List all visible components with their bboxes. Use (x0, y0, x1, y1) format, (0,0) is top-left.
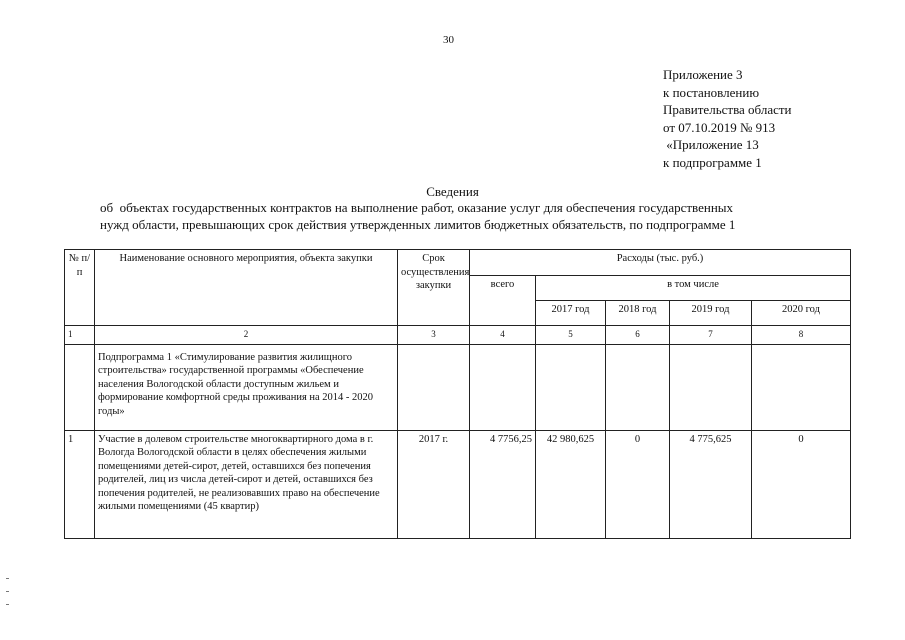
header-2019: 2019 год (670, 301, 752, 326)
cell-term: 2017 г. (398, 430, 470, 538)
appendix-line: «Приложение 13 (663, 137, 759, 152)
cell-2018 (606, 344, 670, 430)
appendix-line: от 07.10.2019 № 913 (663, 119, 776, 135)
cell-num: 1 (65, 430, 95, 538)
subtitle-line-2: нужд области, превышающих срок действия утвержденных лимитов бюджетных обязательств, по подпрограмме 1 (100, 216, 736, 232)
document-title: Сведения (426, 184, 479, 199)
cell-2020 (752, 344, 851, 430)
cell-total: 4 7756,25 (470, 430, 536, 538)
column-number: 6 (606, 326, 670, 345)
contracts-table (64, 249, 851, 539)
header-name: Наименование основного мероприятия, объекта закупки (95, 250, 398, 326)
header-2017: 2017 год (536, 301, 606, 326)
cell-name: Участие в долевом строительстве многоквартирного дома в г. Вологда Вологодской области в целях обеспечения жилыми помещениями детей-сирот, детей, оставшихся без попечения родителей, лиц из числа детей-сирот и детей, оставшихся без попечения родителей, не реализовавших право на обеспечение жилыми помещениями (45 квартир) (95, 430, 398, 538)
scan-mark (6, 591, 9, 592)
column-number: 4 (470, 326, 536, 345)
cell-2018: 0 (606, 430, 670, 538)
cell-name: Подпрограмма 1 «Стимулирование развития жилищного строительства» государственной программы «Обеспечение населения Вологодской области доступным жильем и формирование комфортной среды проживания на 2014 - 2020 годы» (95, 344, 398, 430)
column-number: 3 (398, 326, 470, 345)
column-number: 5 (536, 326, 606, 345)
column-number: 8 (752, 326, 851, 345)
subtitle-line-1: об объектах государственных контрактов на выполнение работ, оказание услуг для обеспечения государственных (100, 200, 734, 215)
header-num: № п/п (65, 250, 95, 326)
cell-term (398, 344, 470, 430)
column-number: 2 (95, 326, 398, 345)
table-row (65, 344, 851, 430)
cell-total (470, 344, 536, 430)
appendix-line: к подпрограмме 1 (663, 154, 762, 170)
page-number: 30 (443, 34, 454, 46)
cell-2020: 0 (752, 430, 851, 538)
cell-2017 (536, 344, 606, 430)
header-total: всего (470, 276, 536, 326)
scan-mark (6, 604, 9, 605)
cell-2019 (670, 344, 752, 430)
cell-num (65, 344, 95, 430)
scan-mark (6, 578, 9, 579)
scan-marks (6, 578, 9, 608)
header-2018: 2018 год (606, 301, 670, 326)
appendix-line: Правительства области (663, 102, 792, 117)
header-2020: 2020 год (752, 301, 851, 326)
document-subtitle (100, 200, 815, 233)
header-term: Срок осуществления закупки (398, 250, 470, 326)
appendix-block (663, 66, 792, 171)
header-including: в том числе (536, 276, 851, 301)
cell-2017: 42 980,625 (536, 430, 606, 538)
column-number: 7 (670, 326, 752, 345)
appendix-line: к постановлению (663, 84, 760, 100)
appendix-line: Приложение 3 (663, 67, 743, 82)
column-number: 1 (65, 326, 95, 345)
header-expenses: Расходы (тыс. руб.) (470, 250, 851, 276)
cell-2019: 4 775,625 (670, 430, 752, 538)
table-row (65, 430, 851, 538)
